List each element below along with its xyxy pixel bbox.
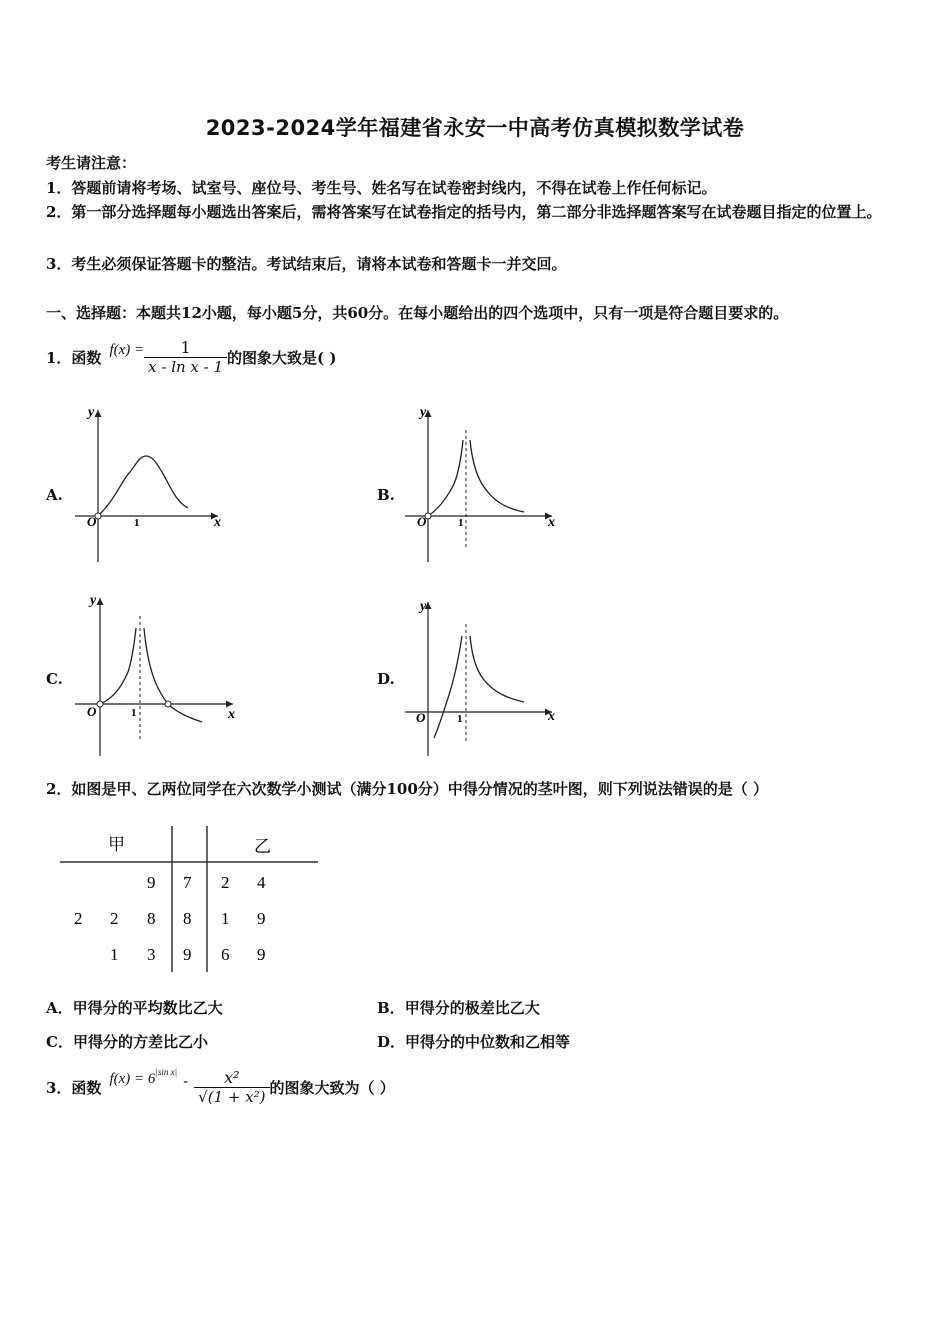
origin-label: O [87,704,97,719]
curve [98,456,188,516]
q2-option-d [377,1031,570,1052]
q2-option-c [46,1031,208,1052]
notice-header: 考生请注意： [46,154,137,172]
curve-right [144,628,202,722]
q2-option-a [46,997,223,1018]
curve-left [428,440,463,516]
q1-option-d-graph [400,592,560,762]
leaf: 2 [110,909,119,928]
tick-label: 1 [134,517,140,529]
leaf: 3 [147,945,156,964]
q2-option-a-text: 甲得分的平均数比乙大 [72,999,223,1017]
q2-option-c-label: C． [46,1033,73,1051]
origin-label: O [416,710,426,725]
q1-prefix: 1．函数 [46,348,102,367]
notice-item-1: 1．答题前请将考场、试室号、座位号、考生号、姓名写在试卷密封线内，不得在试卷上作任何标记。 [46,179,717,197]
question-1 [46,338,336,376]
notice-item-3: 3．考生必须保证答题卡的整洁。考试结束后，请将本试卷和答题卡一并交回。 [46,255,567,273]
leaf: 8 [147,909,156,928]
q3-func-minus: - [183,1072,189,1090]
question-3 [46,1068,395,1106]
q3-func-lhs: f(x) = 6 [109,1070,156,1087]
tick-label: 1 [458,517,464,529]
y-label: y [90,593,97,608]
q2-option-d-label: D． [377,1033,406,1051]
q3-prefix: 3．函数 [46,1078,102,1097]
leaf: 2 [221,873,230,892]
y-label: y [420,599,427,614]
q2-option-b-text: 甲得分的极差比乙大 [404,999,540,1017]
q1-suffix: 的图象大致是( ) [227,348,337,367]
q3-suffix: 的图象大致为（ ） [269,1078,395,1097]
origin-label: O [87,514,97,529]
q1-func-num: 1 [144,338,227,358]
q1-option-b-label: B. [377,486,395,504]
q2-option-d-text: 甲得分的中位数和乙相等 [405,1033,571,1051]
x-label: x [214,515,221,530]
stem-leaf-plot [58,822,323,977]
q1-option-d-label: D. [377,670,395,688]
q3-func-num: x² [194,1068,269,1088]
q2-option-b [377,997,540,1018]
x-label: x [228,707,235,722]
q2-option-b-label: B． [377,999,405,1017]
leaf: 9 [257,909,266,928]
q3-fraction [194,1068,269,1106]
curve-right [470,440,524,512]
curve-right [470,636,524,702]
question-2: 2．如图是甲、乙两位同学在六次数学小测试（满分100分）中得分情况的茎叶图，则下列说法错误的是（ ） [46,780,768,798]
origin-label: O [417,514,427,529]
leaf: 4 [257,873,266,892]
page-title: 2023-2024学年福建省永安一中高考仿真模拟数学试卷 [205,116,745,140]
y-label: y [88,405,95,420]
leaf: 1 [110,945,119,964]
q1-option-c-label: C. [46,670,63,688]
q1-func-den: x - ln x - 1 [148,358,224,376]
stem: 8 [183,909,192,928]
tick-label: 1 [131,707,137,719]
q1-fraction [144,338,227,376]
y-label: y [420,405,427,420]
tick-label: 1 [457,713,463,725]
curve-left [100,628,136,704]
stem: 7 [183,873,192,892]
right-header: 乙 [254,837,271,856]
leaf: 9 [257,945,266,964]
leaf: 2 [74,909,83,928]
stem: 9 [183,945,192,964]
q1-func-lhs: f(x) = [109,341,145,358]
leaf: 1 [221,909,230,928]
q2-option-a-label: A． [46,999,73,1017]
zero-hole [165,701,171,707]
q1-option-c-graph [70,588,245,763]
origin-hole [97,701,103,707]
q1-option-b-graph [400,400,560,570]
left-header: 甲 [108,835,125,854]
q3-func-den: √(1 + x²) [198,1088,266,1106]
section-heading: 一、选择题：本题共12小题，每小题5分，共60分。在每小题给出的四个选项中，只有一项是符合题目要求的。 [46,304,789,322]
q3-func-exp: |sin x| [155,1067,178,1077]
q1-option-a-graph [70,400,230,570]
x-label: x [548,515,555,530]
leaf: 9 [147,873,156,892]
notice-item-2: 2．第一部分选择题每小题选出答案后，需将答案写在试卷指定的括号内，第二部分非选择题答案写在试卷题目指定的位置上。 [46,203,882,221]
x-label: x [548,709,555,724]
leaf: 6 [221,945,230,964]
q2-option-c-text: 甲得分的方差比乙小 [72,1033,208,1051]
q1-option-a-label: A. [46,486,63,504]
